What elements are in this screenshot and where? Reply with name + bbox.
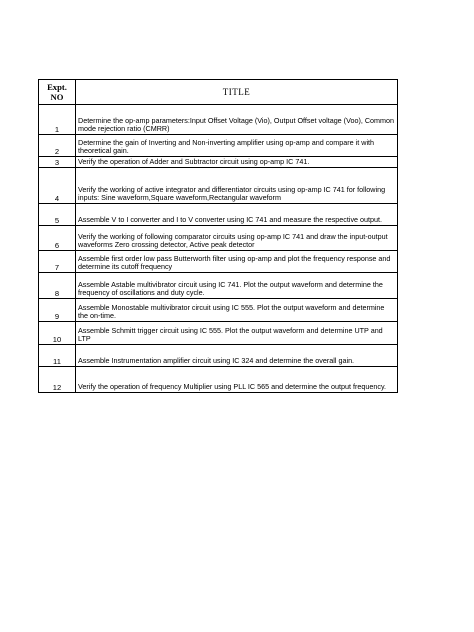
- row-title: Verify the working of active integrator and differentiator circuits using op-amp IC 741 for following inputs: Sine waveform,Square waveform,Rectangular waveform: [76, 168, 398, 204]
- row-title: Verify the operation of frequency Multiplier using PLL IC 565 and determine the output frequency.: [76, 367, 398, 393]
- row-number: 8: [39, 273, 76, 299]
- table-row: [39, 345, 398, 367]
- row-number: 6: [39, 226, 76, 251]
- header-title: TITLE: [76, 80, 398, 105]
- row-title: Assemble V to I converter and I to V converter using IC 741 and measure the respective output.: [76, 204, 398, 226]
- experiment-list-table: [38, 79, 398, 393]
- table-row: [39, 251, 398, 273]
- row-title: Verify the operation of Adder and Subtractor circuit using op-amp IC 741.: [76, 157, 398, 168]
- row-number: 11: [39, 345, 76, 367]
- table-row: [39, 273, 398, 299]
- header-expt-no-line2: NO: [50, 92, 64, 102]
- row-number: 4: [39, 168, 76, 204]
- header-expt-no-line1: Expt.: [47, 82, 67, 92]
- table-row: [39, 105, 398, 135]
- row-title: Verify the working of following comparator circuits using op-amp IC 741 and draw the input-output waveforms Zero crossing detector, Active peak detector: [76, 226, 398, 251]
- row-title: Determine the gain of Inverting and Non-inverting amplifier using op-amp and compare it with theoretical gain.: [76, 135, 398, 157]
- row-title: Assemble first order low pass Butterworth filter using op-amp and plot the frequency response and determine its cutoff frequency: [76, 251, 398, 273]
- row-number: 7: [39, 251, 76, 273]
- table-row: [39, 367, 398, 393]
- row-title: Determine the op-amp parameters:Input Offset Voltage (Vio), Output Offset voltage (Voo), Common mode rejection ratio (CMRR): [76, 105, 398, 135]
- row-title: Assemble Instrumentation amplifier circuit using IC 324 and determine the overall gain.: [76, 345, 398, 367]
- row-number: 5: [39, 204, 76, 226]
- table-row: [39, 157, 398, 168]
- row-title: Assemble Astable multivibrator circuit using IC 741. Plot the output waveform and determine the frequency of oscillations and duty cycle.: [76, 273, 398, 299]
- table-row: [39, 168, 398, 204]
- row-number: 3: [39, 157, 76, 168]
- table-row: [39, 226, 398, 251]
- table-row: [39, 322, 398, 345]
- table-row: [39, 299, 398, 322]
- table-header-row: [39, 80, 398, 105]
- table-row: [39, 135, 398, 157]
- row-number: 9: [39, 299, 76, 322]
- table-row: [39, 204, 398, 226]
- row-title: Assemble Schmitt trigger circuit using IC 555. Plot the output waveform and determine UTP and LTP: [76, 322, 398, 345]
- row-number: 12: [39, 367, 76, 393]
- row-number: 1: [39, 105, 76, 135]
- header-expt-no: [39, 80, 76, 105]
- row-title: Assemble Monostable multivibrator circuit using IC 555. Plot the output waveform and determine the on-time.: [76, 299, 398, 322]
- row-number: 10: [39, 322, 76, 345]
- row-number: 2: [39, 135, 76, 157]
